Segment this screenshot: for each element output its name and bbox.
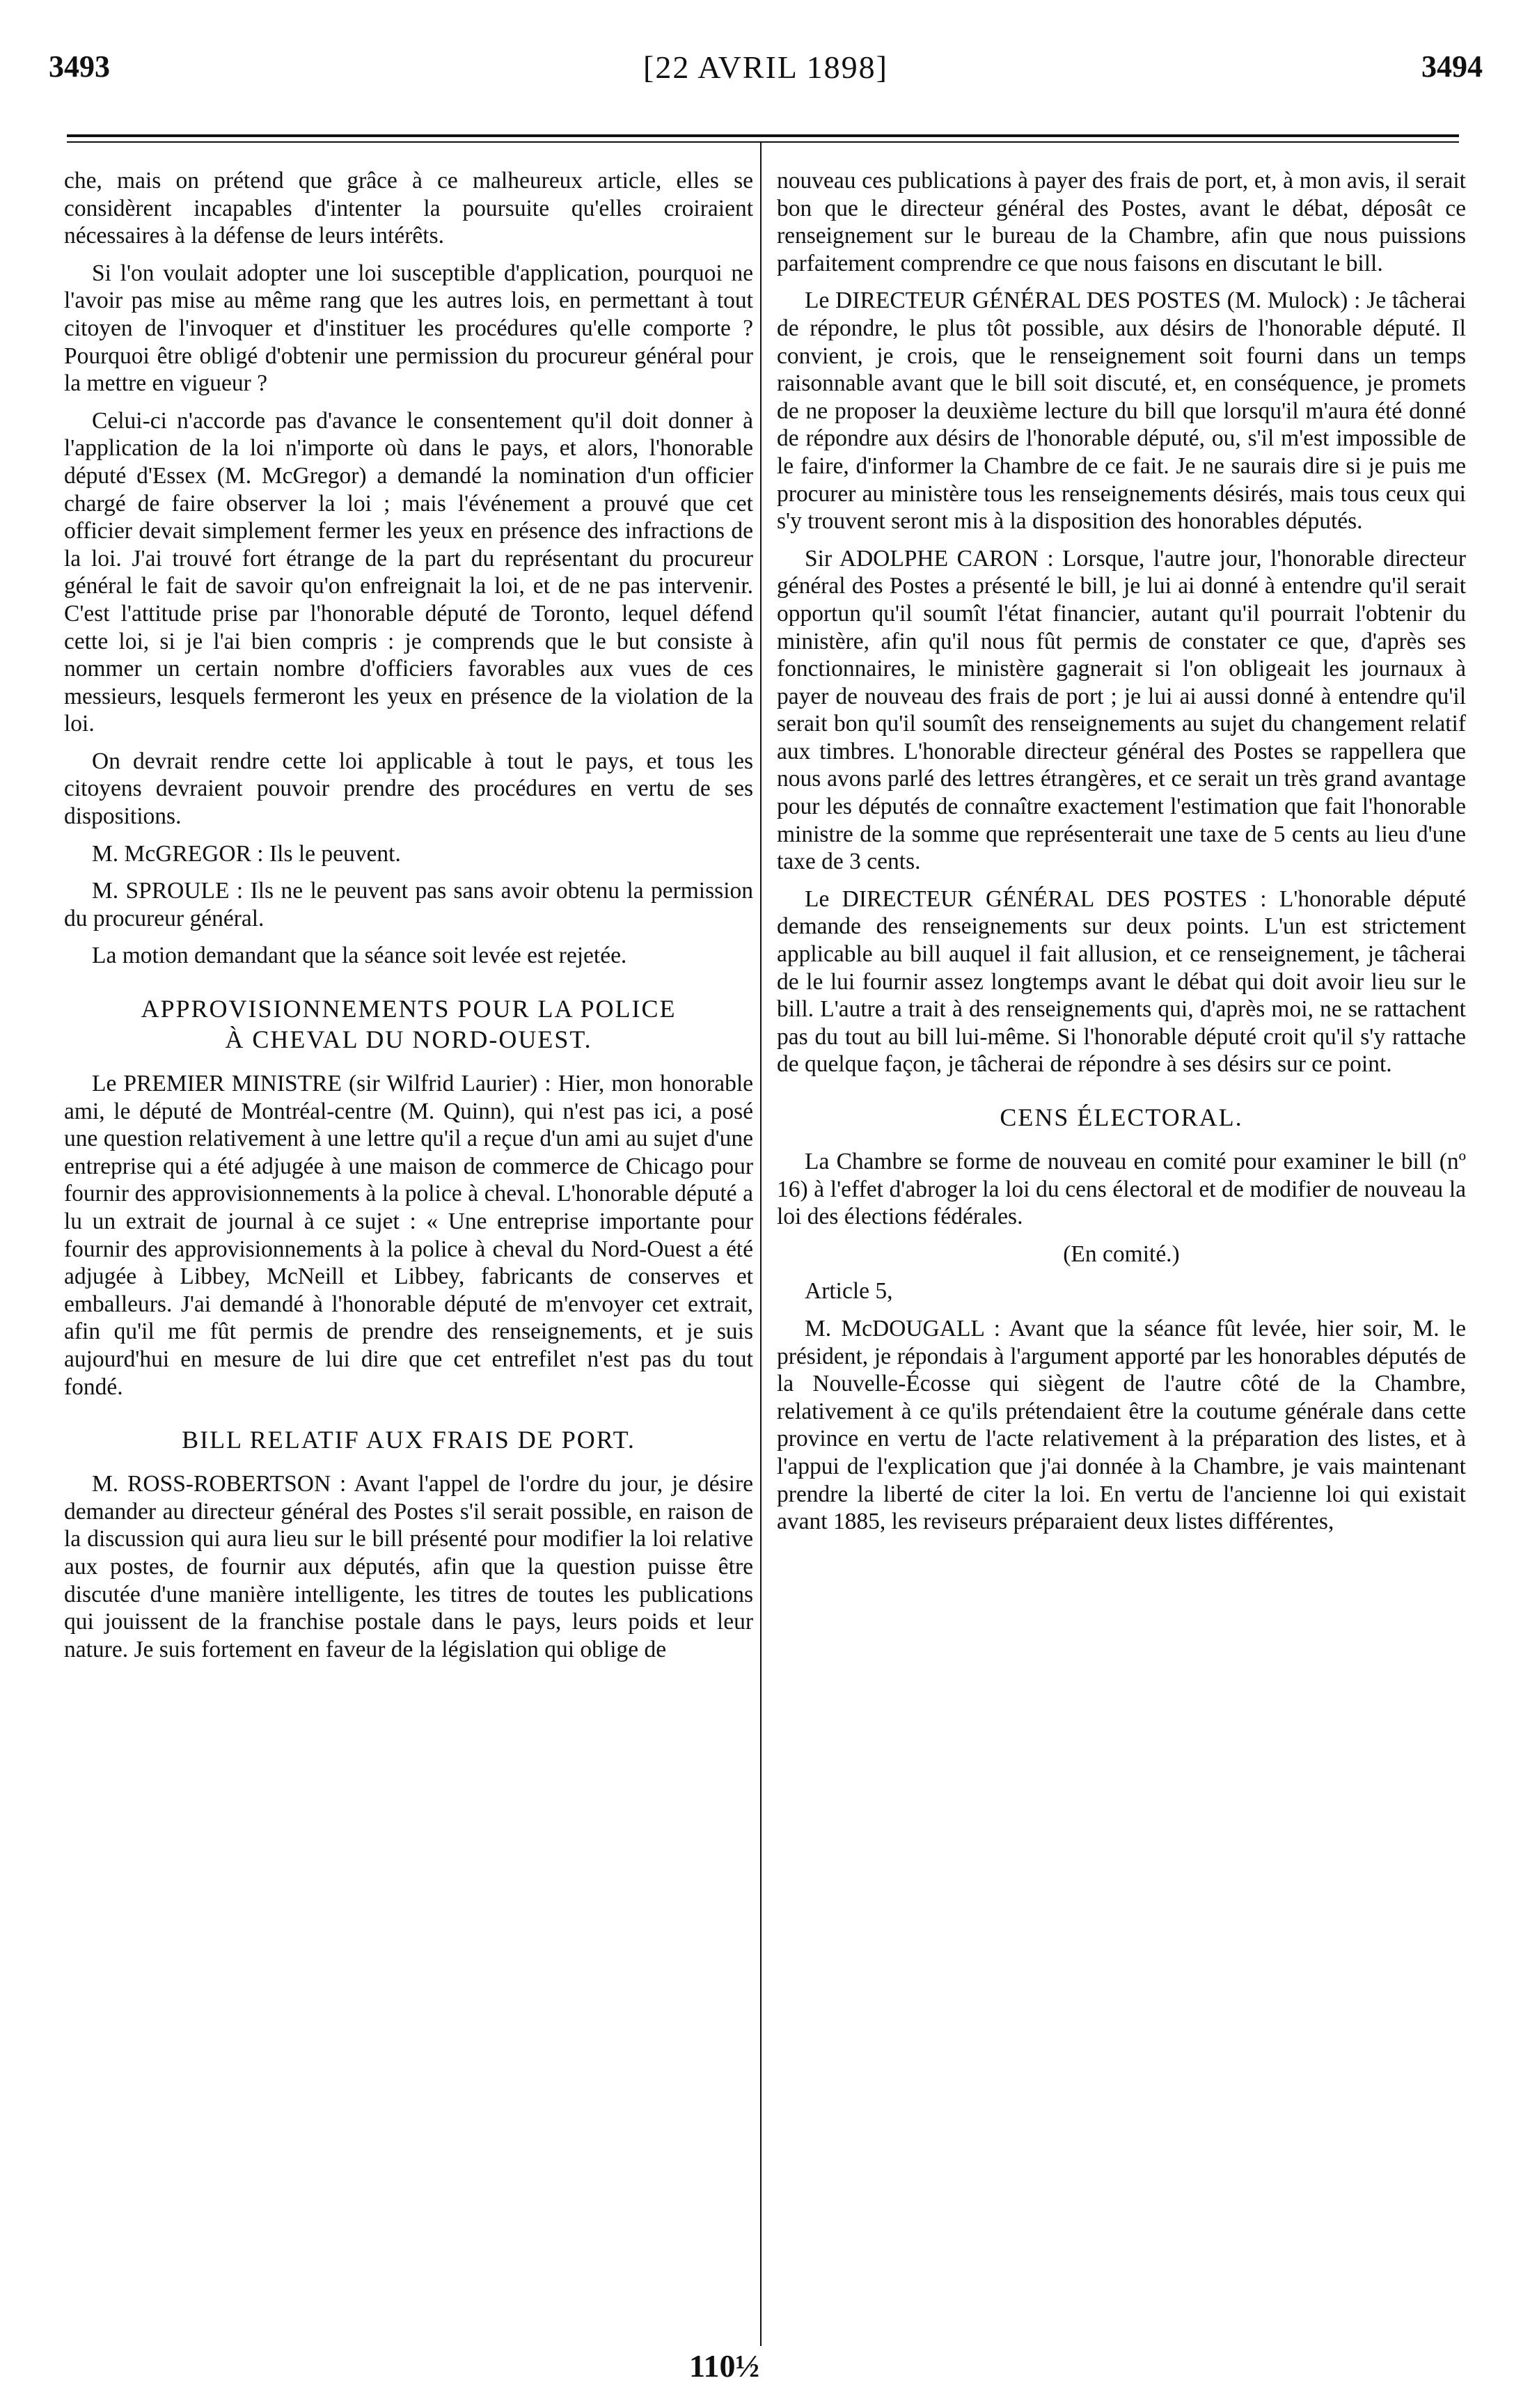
paragraph: On devrait rendre cette loi applicable à tout le pays, et tous les citoyens devraient pouvoir prendre des procédures en vertu de ses dispositions.: [64, 748, 753, 830]
signature-folio: 110½: [689, 2348, 759, 2384]
header-rule-thin: [67, 141, 1459, 143]
paragraph: Si l'on voulait adopter une loi susceptible d'application, pourquoi ne l'avoir pas mise au même rang que les autres lois, en permettant à tout citoyen de l'invoquer et d'instituer les procédures qu'elle comporte ? Pourquoi être obligé d'obtenir une permission du procureur général pour la mettre en vigueur ?: [64, 260, 753, 397]
committee-note: (En comité.): [1063, 1241, 1180, 1267]
page-header: [49, 49, 1483, 97]
speaker-paragraph: M. SPROULE : Ils ne le peuvent pas sans avoir obtenu la permission du procureur général.: [64, 878, 753, 931]
speaker-paragraph: Le DIRECTEUR GÉNÉRAL DES POSTES : L'honorable député demande des renseignements sur deux points. L'un est strictement applicable au bill auquel il fait allusion, et ce renseignement, je tâcherai de le lui fournir assez longtemps avant le débat qui doit avoir lieu sur le bill. L'autre a trait à des renseignements qui, d'après moi, ne se rattachent pas du tout au bill lui-même. Si l'honorable député croit qu'il s'y rattache de quelque façon, je tâcherai de répondre à ses désirs sur ce point.: [777, 886, 1466, 1078]
left-column: [64, 167, 753, 1673]
speaker-paragraph: M. McDOUGALL : Avant que la séance fût levée, hier soir, M. le président, je répondais à l'argument apporté par les honorables députés de la Nouvelle-Écosse qui siègent de l'autre côté de la Chambre, relativement à ce qu'ils prétendaient être la coutume générale dans cette province en vertu de l'acte relativement à la préparation des listes, et à l'appui de l'explication que j'ai donnée à la Chambre, je vais maintenant prendre la liberté de citer la loi. En vertu de l'ancienne loi qui existait avant 1885, les reviseurs préparaient deux listes différentes,: [777, 1315, 1466, 1535]
section-heading-cens: CENS ÉLECTORAL.: [1000, 1103, 1243, 1131]
right-column: [777, 167, 1466, 1545]
page-number-right: 3494: [1421, 49, 1483, 84]
paragraph: che, mais on prétend que grâce à ce malheureux article, elles se considèrent incapables d'intenter la poursuite qu'elles croiraient nécessaires à la défense de leurs intérêts.: [64, 168, 753, 249]
paragraph: La motion demandant que la séance soit levée est rejetée.: [92, 943, 627, 969]
header-rule-thick: [67, 134, 1459, 137]
paragraph: nouveau ces publications à payer des frais de port, et, à mon avis, il serait bon que le directeur général des Postes, avant le débat, déposât ce renseignement sur le bureau de la Chambre, afin que nous puissions parfaitement comprendre ce que nous faisons en discutant le bill.: [777, 168, 1466, 276]
speaker-paragraph: M. McGREGOR : Ils le peuvent.: [92, 840, 401, 867]
section-heading-bill: BILL RELATIF AUX FRAIS DE PORT.: [182, 1426, 636, 1454]
paragraph: La Chambre se forme de nouveau en comité pour examiner le bill (nº 16) à l'effet d'abroger la loi du cens électoral et de modifier de nouveau la loi des élections fédérales.: [777, 1149, 1466, 1230]
section-heading-police: [64, 993, 753, 1055]
speaker-paragraph: Sir ADOLPHE CARON : Lorsque, l'autre jour, l'honorable directeur général des Postes a présenté le bill, je lui ai donné à entendre qu'il serait opportun qu'il soumît l'état financier, autant qu'il pourrait l'obtenir du ministère, afin qu'il nous fût permis de constater ce que, d'après ses fonctionnaires, le ministère gagnerait si l'on obligeait les journaux à payer de nouveau des frais de port ; je lui ai aussi donné à entendre qu'il serait bon qu'il soumît des renseignements au sujet du changement relatif aux timbres. L'honorable directeur général des Postes se rappellera que nous avons parlé des lettres étrangères, et ce serait un très grand avantage pour les députés de connaître exactement l'estimation que fait l'honorable ministre de la somme que représenterait une taxe de 5 cents au lieu d'une taxe de 3 cents.: [777, 545, 1466, 875]
speaker-paragraph: Le DIRECTEUR GÉNÉRAL DES POSTES (M. Mulock) : Je tâcherai de répondre, le plus tôt possible, aux désirs de l'honorable député. Il convient, je crois, que le renseignement soit fourni dans un temps raisonnable avant que le bill soit discuté, et, en conséquence, je promets de ne proposer la deuxième lecture du bill que lorsqu'il m'aura été donné de répondre aux désirs de l'honorable député, ou, s'il m'est impossible de le faire, d'informer la Chambre de ce fait. Je ne saurais dire si je puis me procurer au ministère tous les renseignements désirés, mais tous ceux qui s'y trouvent seront mis à la disposition des honorables députés.: [777, 288, 1466, 535]
page-number-left: 3493: [49, 49, 110, 84]
speaker-paragraph: M. ROSS-ROBERTSON : Avant l'appel de l'ordre du jour, je désire demander au directeur général des Postes s'il serait possible, en raison de la discussion qui aura lieu sur le bill présenté pour modifier la loi relative aux postes, de fournir aux députés, afin que la question puisse être discutée d'une manière intelligente, les titres de toutes les publications qui jouissent de la franchise postale dans le pays, leurs poids et leur nature. Je suis fortement en faveur de la législation qui oblige de: [64, 1471, 753, 1662]
article-label: Article 5,: [805, 1278, 893, 1305]
column-divider: [760, 143, 762, 2346]
paragraph: Celui-ci n'accorde pas d'avance le consentement qu'il doit donner à l'application de la loi n'importe où dans le pays, et alors, l'honorable député d'Essex (M. McGregor) a demandé la nomination d'un officier chargé de faire observer la loi ; mais l'événement a prouvé que cet officier devait simplement fermer les yeux en présence des infractions de la loi. J'ai trouvé fort étrange de la part du représentant du procureur général le fait de savoir qu'on enfreignait la loi, et de ne pas intervenir. C'est l'attitude prise par l'honorable député de Toronto, lequel défend cette loi, si je l'ai bien compris : je comprends que le but consiste à nommer un certain nombre d'officiers favorables aux vues de ces messieurs, lesquels fermeront les yeux en présence de la violation de la loi.: [64, 407, 753, 737]
speaker-paragraph: Le PREMIER MINISTRE (sir Wilfrid Laurier) : Hier, mon honorable ami, le député de Montréal-centre (M. Quinn), qui n'est pas ici, a posé une question relativement à une lettre qu'il a reçue d'un ami au sujet d'une entreprise qui a été adjugée à une maison de commerce de Chicago pour fournir des approvisionnements à la police à cheval. L'honorable député a lu un extrait de journal à ce sujet : « Une entreprise importante pour fournir des approvisionnements à la police à cheval du Nord-Ouest a été adjugée à Libbey, McNeill et Libbey, fabricants de conserves et emballeurs. J'ai demandé à l'honorable député de m'envoyer cet extrait, afin qu'il me fût permis de prendre des renseignements, et je suis aujourd'hui en mesure de lui dire que cet entrefilet n'est pas du tout fondé.: [64, 1071, 753, 1400]
page-date: [22 AVRIL 1898]: [643, 49, 888, 85]
heading-line: À CHEVAL DU NORD-OUEST.: [225, 1025, 592, 1054]
heading-line: APPROVISIONNEMENTS POUR LA POLICE: [141, 995, 677, 1023]
